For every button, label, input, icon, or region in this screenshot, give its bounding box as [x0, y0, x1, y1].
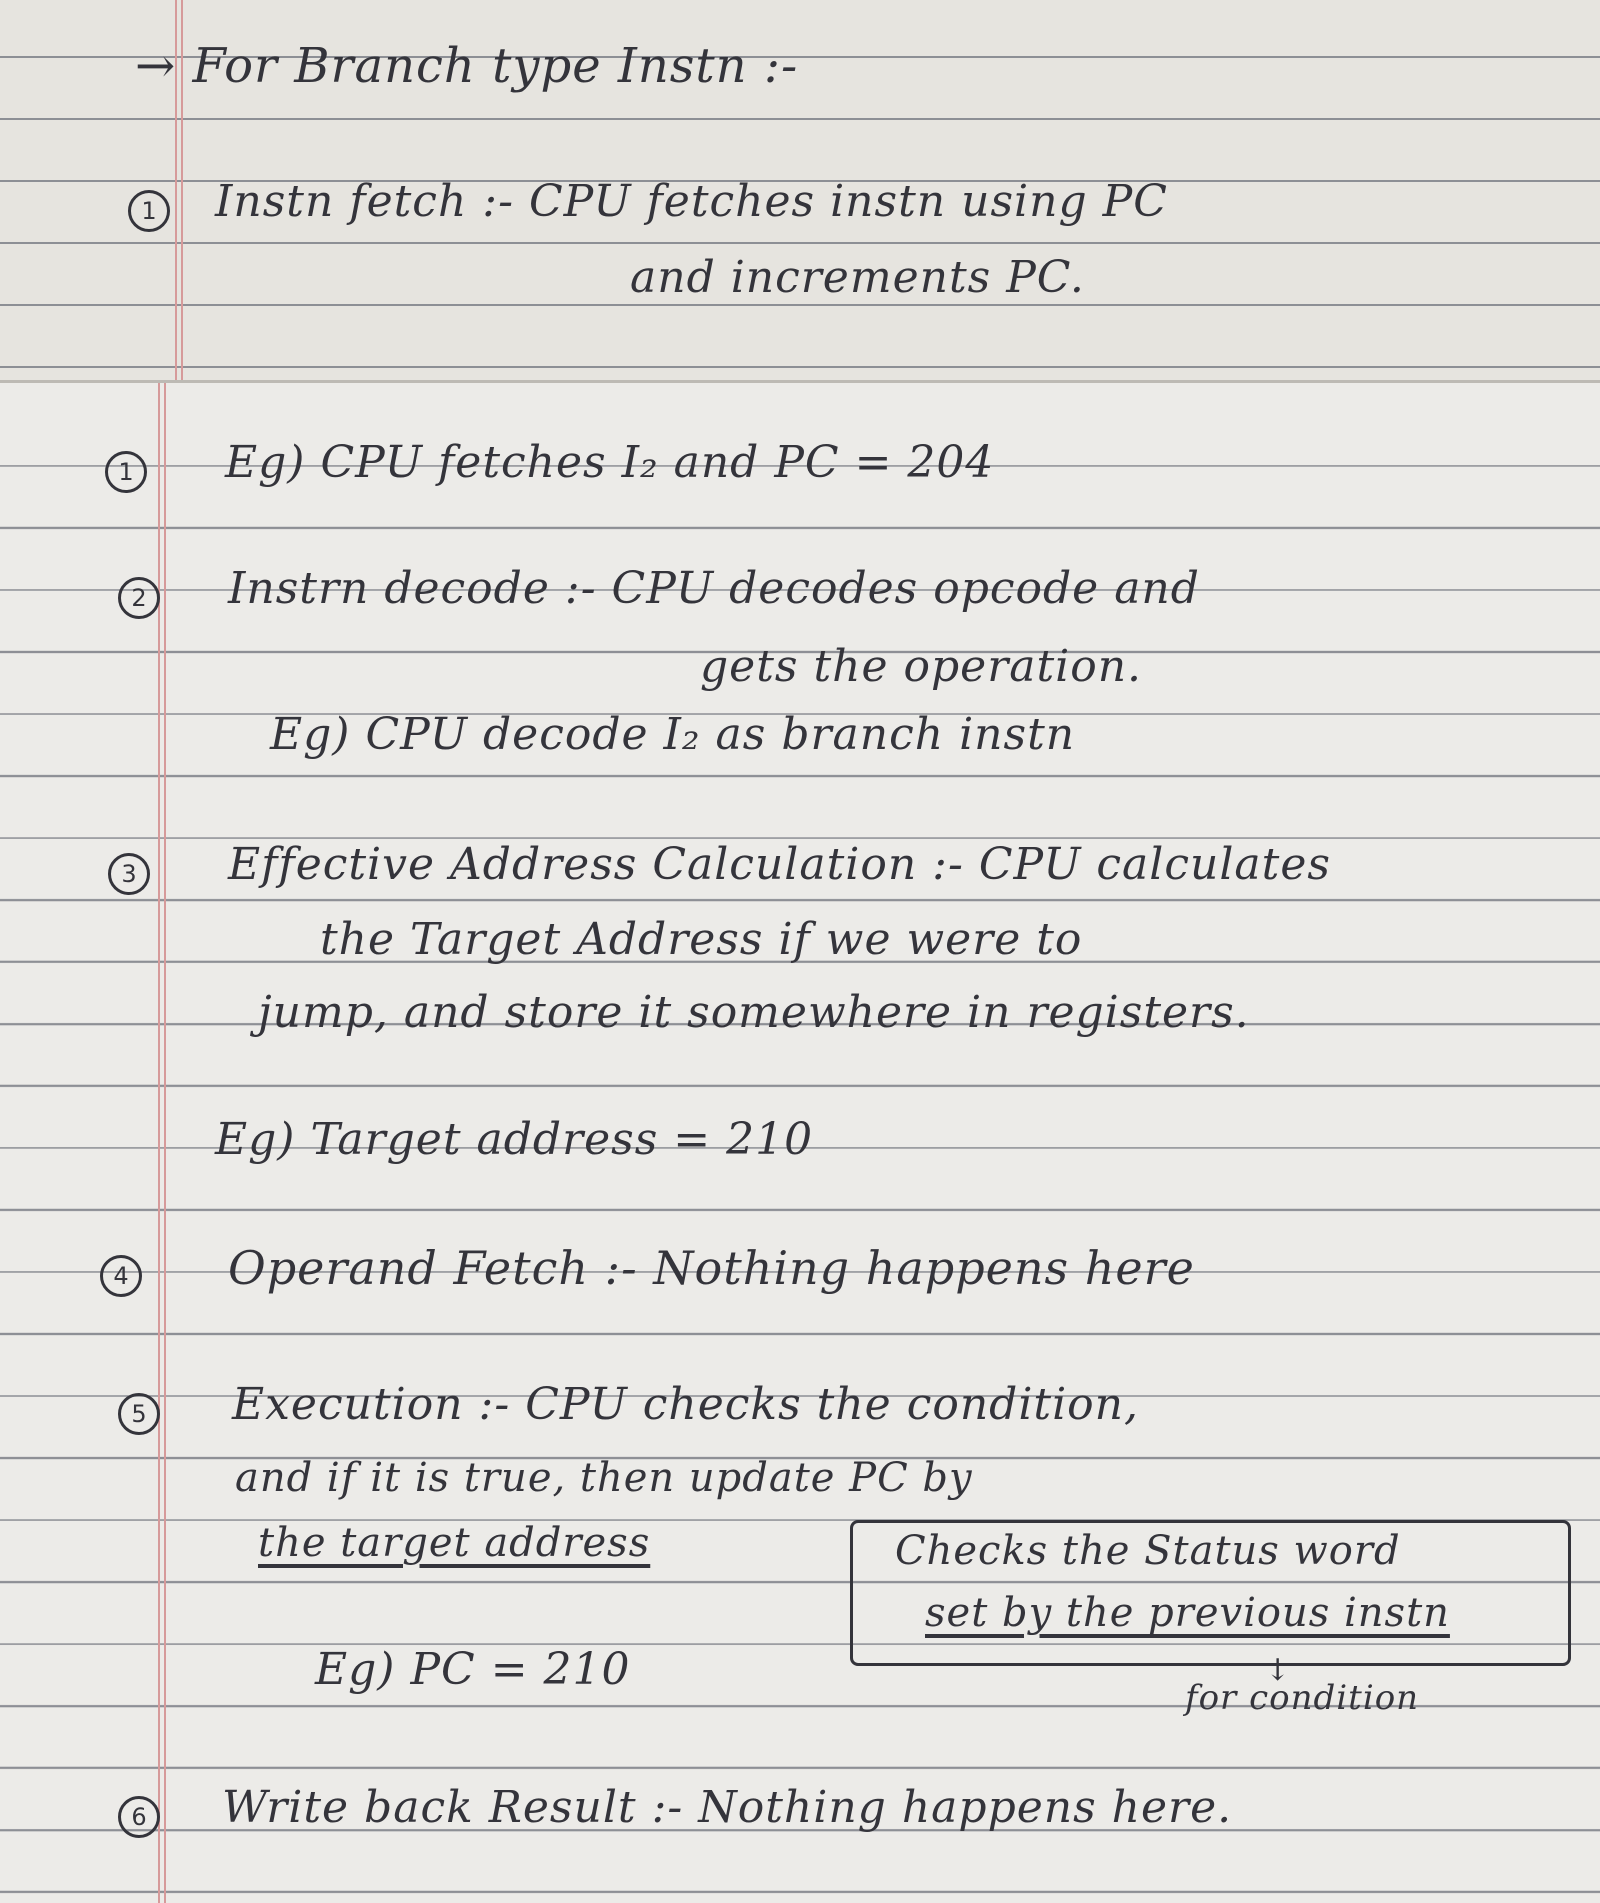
step2-example: Eg) CPU decode I₂ as branch instn	[270, 709, 1076, 760]
step-number-4: 4	[100, 1255, 142, 1297]
notebook-page-bottom	[0, 383, 1600, 1903]
step3-example: Eg) Target address = 210	[215, 1114, 814, 1165]
margin-line	[158, 383, 160, 1903]
step1-line1: Instn fetch :- CPU fetches instn using PC	[215, 176, 1168, 227]
step3-line2: the Target Address if we were to	[320, 914, 1083, 965]
page-heading: → For Branch type Instn :-	[135, 38, 799, 94]
down-arrow-icon: ↓	[1265, 1653, 1291, 1688]
annotation-line1: Checks the Status word	[895, 1528, 1401, 1574]
notebook-page-top	[0, 0, 1600, 380]
annotation-line2: set by the previous instn	[925, 1590, 1450, 1636]
step-number-1: 1	[128, 190, 170, 232]
step5-example: Eg) PC = 210	[315, 1644, 631, 1695]
step-number-circle: 1	[105, 451, 147, 493]
step3-line3: jump, and store it somewhere in registers.	[258, 987, 1250, 1038]
step-number-3: 3	[108, 853, 150, 895]
step-number-2: 2	[118, 577, 160, 619]
step6-line1: Write back Result :- Nothing happens here.	[222, 1782, 1233, 1833]
annotation-line3: for condition	[1185, 1678, 1420, 1718]
step5-line3: the target address	[258, 1520, 651, 1566]
step-number-6: 6	[118, 1796, 160, 1838]
step-number-5: 5	[118, 1393, 160, 1435]
margin-line	[164, 383, 166, 1903]
step1-example: Eg) CPU fetches I₂ and PC = 204	[225, 437, 995, 488]
step4-line1: Operand Fetch :- Nothing happens here	[228, 1241, 1195, 1295]
step5-line2: and if it is true, then update PC by	[235, 1455, 973, 1501]
step2-line2: gets the operation.	[700, 641, 1143, 692]
step3-line1: Effective Address Calculation :- CPU calculates	[228, 839, 1331, 890]
step5-line1: Execution :- CPU checks the condition,	[232, 1379, 1139, 1430]
step1-line2: and increments PC.	[630, 252, 1085, 303]
step2-line1: Instrn decode :- CPU decodes opcode and	[228, 563, 1200, 614]
